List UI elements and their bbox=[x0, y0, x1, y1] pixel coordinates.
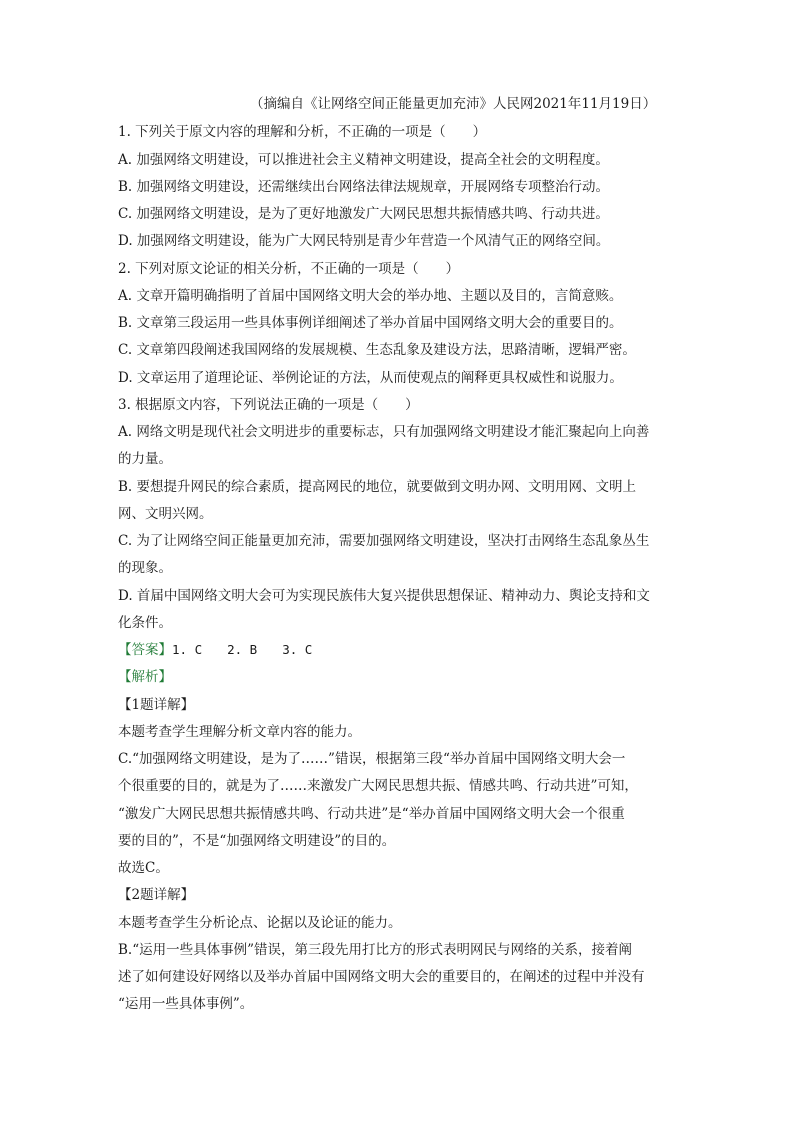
question-3-option-a-line1: A. 网络文明是现代社会文明进步的重要标志，只有加强网络文明建设才能汇聚起向上向善 bbox=[118, 424, 650, 440]
question-3-stem: 3. 根据原文内容，下列说法正确的一项是（ ） bbox=[118, 397, 419, 413]
question-2-option-d: D. 文章运用了道理论证、举例论证的方法，从而使观点的阐释更具权威性和说服力。 bbox=[118, 370, 623, 386]
question-1-option-d: D. 加强网络文明建设，能为广大网民特别是青少年营造一个风清气正的网络空间。 bbox=[118, 233, 610, 249]
question-3-option-b-line2: 网、文明兴网。 bbox=[118, 506, 213, 522]
question-1-option-a: A. 加强网络文明建设，可以推进社会主义精神文明建设，提高全社会的文明程度。 bbox=[118, 152, 609, 168]
answer-line bbox=[118, 640, 678, 660]
question-2-option-c: C. 文章第四段阐述我国网络的发展规模、生态乱象及建设方法，思路清晰，逻辑严密。 bbox=[118, 342, 636, 358]
question-2-stem: 2. 下列对原文论证的相关分析，不正确的一项是（ ） bbox=[118, 261, 460, 277]
detail-2-heading: 【2题详解】 bbox=[118, 887, 195, 903]
question-3-option-d-line2: 化条件。 bbox=[118, 615, 172, 631]
question-1-stem: 1. 下列关于原文内容的理解和分析，不正确的一项是（ ） bbox=[118, 124, 487, 140]
answer-values: 1. C 2. B 3. C bbox=[172, 642, 313, 657]
detail-2-line-3: 述了如何建设好网络以及举办首届中国网络文明大会的重要目的，在阐述的过程中并没有 bbox=[118, 969, 645, 985]
detail-1-line-1: 本题考查学生理解分析文章内容的能力。 bbox=[118, 724, 361, 740]
detail-1-line-6: 故选C。 bbox=[118, 860, 169, 876]
question-2-option-b: B. 文章第三段运用一些具体事例详细阐述了举办首届中国网络文明大会的重要目的。 bbox=[118, 315, 623, 331]
detail-2-line-2: B.“运用一些具体事例”错误，第三段先用打比方的形式表明网民与网络的关系，接着阐 bbox=[118, 942, 633, 958]
question-3-option-c-line2: 的现象。 bbox=[118, 560, 172, 576]
detail-2-line-1: 本题考查学生分析论点、论据以及论证的能力。 bbox=[118, 915, 402, 931]
detail-2-line-4: “运用一些具体事例”。 bbox=[118, 996, 254, 1012]
detail-1-line-2: C.“加强网络文明建设，是为了……”错误，根据第三段“举办首届中国网络文明大会一 bbox=[118, 751, 626, 767]
answer-tag: 【答案】 bbox=[118, 642, 172, 658]
detail-1-line-3: 个很重要的目的，就是为了……来激发广大网民思想共振、情感共鸣、行动共进”可知， bbox=[118, 778, 638, 794]
question-2-option-a: A. 文章开篇明确指明了首届中国网络文明大会的举办地、主题以及目的，言简意赅。 bbox=[118, 288, 623, 304]
question-3-option-d-line1: D. 首届中国网络文明大会可为实现民族伟大复兴提供思想保证、精神动力、舆论支持和文 bbox=[118, 588, 650, 604]
question-3-option-a-line2: 的力量。 bbox=[118, 451, 172, 467]
source-citation: （摘编自《让网络空间正能量更加充沛》人民网2021年11月19日） bbox=[250, 96, 657, 112]
question-1-option-b: B. 加强网络文明建设，还需继续出台网络法律法规规章，开展网络专项整治行动。 bbox=[118, 179, 610, 195]
analysis-heading: 【解析】 bbox=[118, 669, 172, 685]
detail-1-line-5: 要的目的”，不是“加强网络文明建设”的目的。 bbox=[118, 833, 396, 849]
question-1-option-c: C. 加强网络文明建设，是为了更好地激发广大网民思想共振情感共鸣、行动共进。 bbox=[118, 206, 609, 222]
detail-1-heading: 【1题详解】 bbox=[118, 697, 195, 713]
question-3-option-b-line1: B. 要想提升网民的综合素质，提高网民的地位，就要做到文明办网、文明用网、文明上 bbox=[118, 479, 637, 495]
detail-1-line-4: “激发广大网民思想共振情感共鸣、行动共进”是“举办首届中国网络文明大会一个很重 bbox=[118, 806, 625, 822]
question-3-option-c-line1: C. 为了让网络空间正能量更加充沛，需要加强网络文明建设，坚决打击网络生态乱象丛生 bbox=[118, 533, 650, 549]
